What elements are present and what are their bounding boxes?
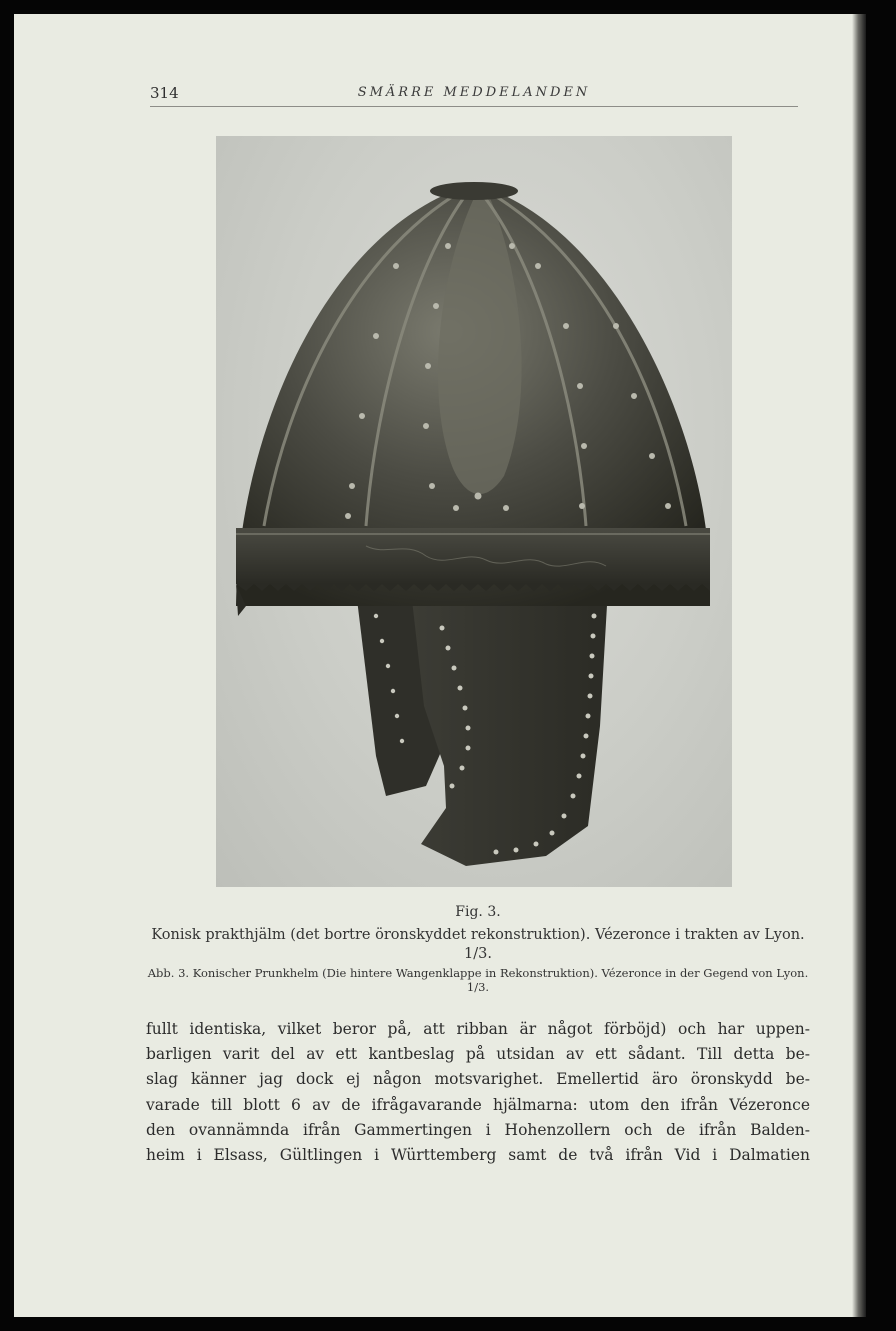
- running-head: SMÄRRE MEDDELANDEN: [357, 85, 591, 100]
- helmet-photograph: [216, 136, 732, 887]
- body-line: fullt identiska, vilket beror på, att ribban är något förböjd) och har uppen-: [146, 1020, 810, 1038]
- body-line: barligen varit del av ett kantbeslag på utsidan av ett sådant. Till detta be-: [146, 1045, 810, 1064]
- body-line: heim i Elsass, Gültlingen i Württemberg samt de två ifrån Vid i Dalmatien: [146, 1146, 810, 1165]
- page-edge-shadow: [852, 14, 866, 1317]
- figure-label: Fig. 3.: [455, 904, 501, 920]
- body-line: varade till blott 6 av de ifrågavarande hjälmarna: utom den ifrån Vézeronce: [146, 1095, 810, 1114]
- figure-caption-swedish: Konisk prakthjälm (det bortre öronskyddet rekonstruktion). Vézeronce i trakten av Lyon. 1/3.: [151, 927, 805, 962]
- page-number: 314: [150, 84, 179, 102]
- body-paragraph: [146, 1017, 810, 1168]
- figure-caption-german: Abb. 3. Konischer Prunkhelm (Die hintere Wangenklappe in Rekonstruktion). Vézeronce in der Gegend von Lyon. 1/3.: [147, 966, 809, 994]
- body-line: den ovannämnda ifrån Gammertingen i Hohenzollern och de ifrån Balden-: [146, 1120, 810, 1139]
- book-page: [14, 14, 866, 1317]
- helmet-image: [216, 136, 732, 887]
- page-header: [150, 80, 798, 107]
- body-line: slag känner jag dock ej någon motsvarighet. Emellertid äro öronskydd be-: [146, 1070, 810, 1089]
